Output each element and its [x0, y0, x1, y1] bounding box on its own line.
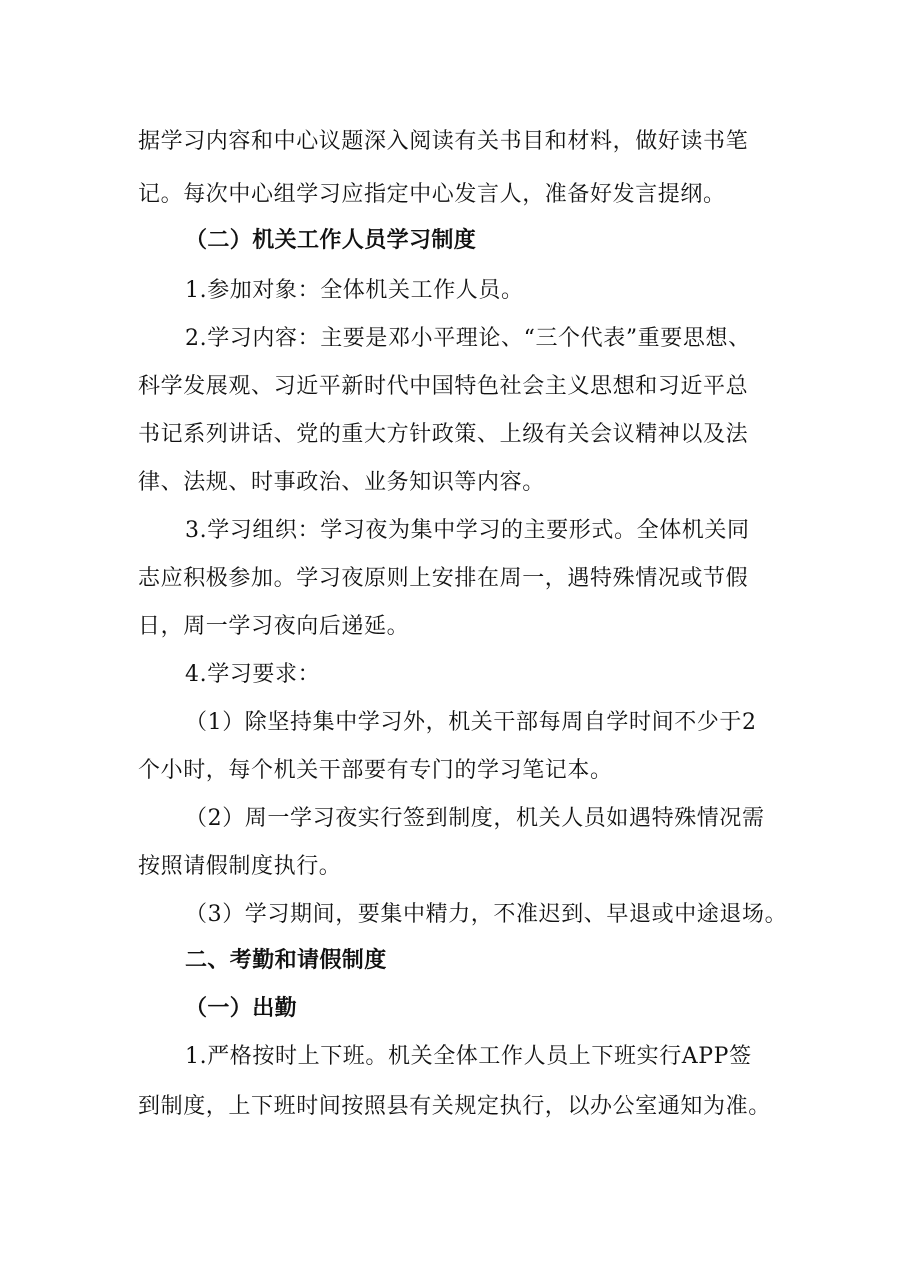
section-heading-attendance: 二、考勤和请假制度 — [185, 948, 387, 973]
paragraph-line: （3）学习期间，要集中精力，不准迟到、早退或中途退场。 — [185, 902, 788, 927]
paragraph-line: 日，周一学习夜向后递延。 — [138, 614, 410, 639]
subsection-heading-attendance: （一）出勤 — [185, 996, 298, 1021]
paragraph-line: 4.学习要求： — [185, 662, 321, 687]
paragraph-line: 据学习内容和中心议题深入阅读有关书目和材料，做好读书笔 — [138, 129, 749, 154]
paragraph-line: 1.参加对象：全体机关工作人员。 — [185, 278, 524, 303]
paragraph-line: 1.严格按时上下班。机关全体工作人员上下班实行APP签 — [185, 1044, 752, 1069]
paragraph-line: （1）除坚持集中学习外，机关干部每周自学时间不少于2 — [185, 710, 757, 735]
section-heading-staff-study: （二）机关工作人员学习制度 — [185, 228, 477, 253]
paragraph-line: 到制度，上下班时间按照县有关规定执行，以办公室通知为准。 — [138, 1094, 771, 1119]
paragraph-line: 科学发展观、习近平新时代中国特色社会主义思想和习近平总 — [138, 374, 749, 399]
paragraph-line: 律、法规、时事政治、业务知识等内容。 — [138, 470, 545, 495]
paragraph-line: （2）周一学习夜实行签到制度，机关人员如遇特殊情况需 — [185, 806, 765, 831]
paragraph-line: 按照请假制度执行。 — [138, 854, 342, 879]
paragraph-line: 记。每次中心组学习应指定中心发言人，准备好发言提纲。 — [138, 182, 726, 207]
paragraph-line: 志应积极参加。学习夜原则上安排在周一，遇特殊情况或节假 — [138, 566, 749, 591]
paragraph-line: 3.学习组织：学习夜为集中学习的主要形式。全体机关同 — [185, 518, 750, 543]
paragraph-line: 书记系列讲话、党的重大方针政策、上级有关会议精神以及法 — [138, 422, 749, 447]
paragraph-line: 2.学习内容：主要是邓小平理论、“三个代表”重要思想、 — [185, 326, 751, 351]
paragraph-line: 个小时，每个机关干部要有专门的学习笔记本。 — [138, 758, 613, 783]
